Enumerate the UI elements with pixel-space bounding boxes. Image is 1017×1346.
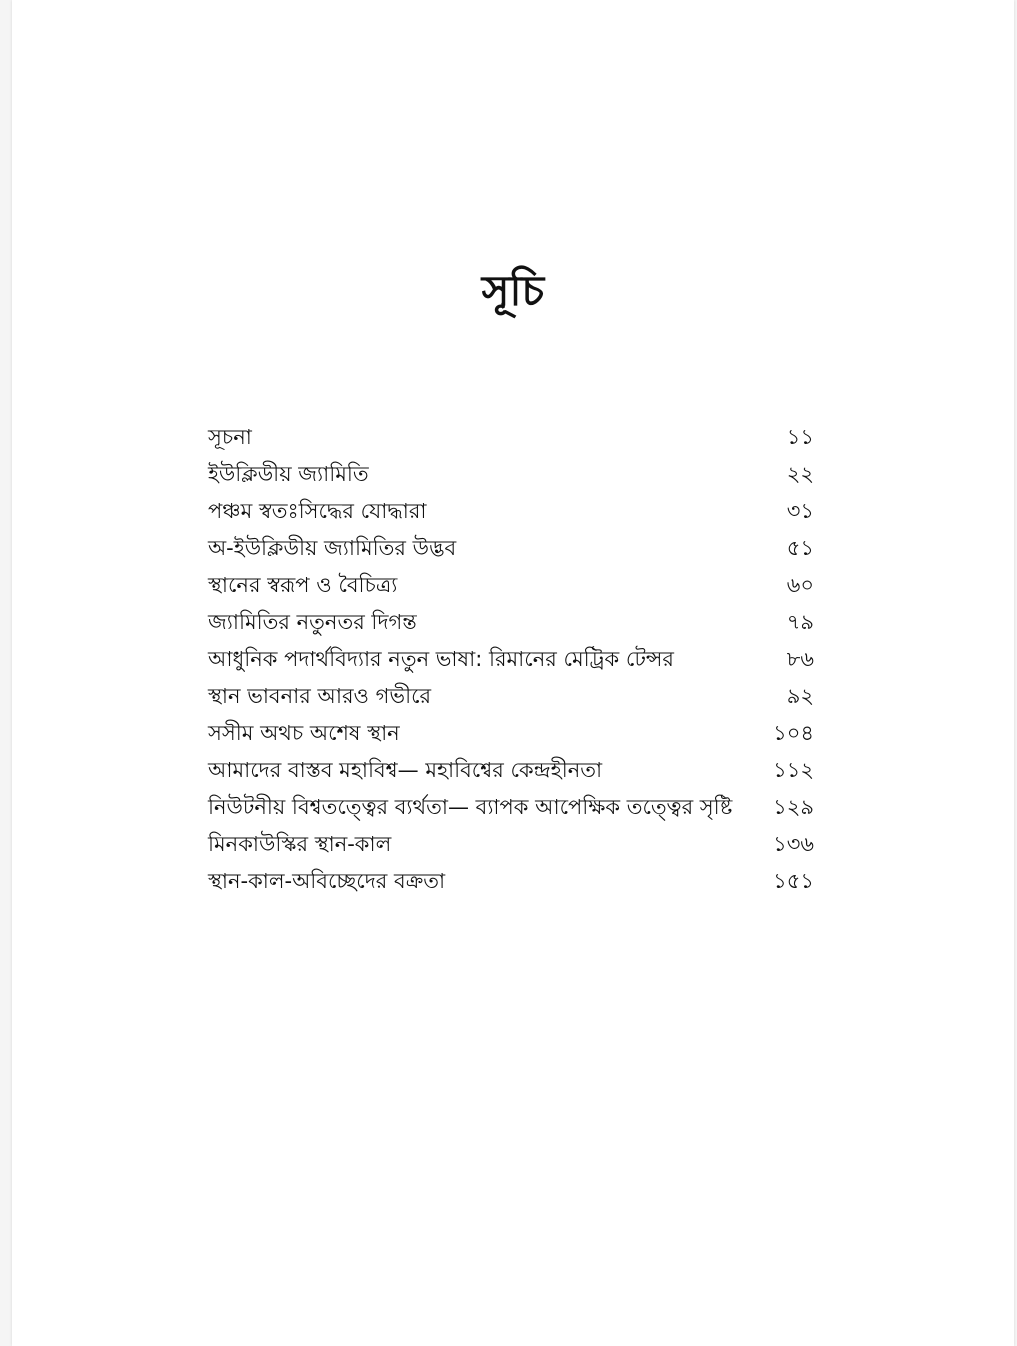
toc-entry [208, 679, 814, 716]
document-page [12, 0, 1014, 1346]
toc-entry-page: ৫১ [786, 536, 814, 560]
toc-entry-title: স্থান-কাল-অবিচ্ছেদের বক্রতা [208, 869, 446, 893]
toc-entry [208, 864, 814, 901]
toc-entry [208, 827, 814, 864]
toc-entry [208, 457, 814, 494]
toc-entry-title: মিনকাউস্কির স্থান-কাল [208, 832, 392, 856]
toc-entry-title: আধুনিক পদার্থবিদ্যার নতুন ভাষা: রিমানের মেট্রিক টেন্সর [208, 647, 674, 671]
toc-entry-page: ১৫১ [773, 869, 814, 893]
toc-entry [208, 753, 814, 790]
toc-entry [208, 716, 814, 753]
toc-entry-page: ৬০ [786, 573, 814, 597]
toc-entry-page: ২২ [786, 462, 814, 486]
toc-entry-title: স্থান ভাবনার আরও গভীরে [208, 684, 432, 708]
toc-entry-title: স্থানের স্বরূপ ও বৈচিত্র্য [208, 573, 398, 597]
toc-entry [208, 420, 814, 457]
toc-entry-page: ৩১ [786, 499, 814, 523]
page-title: সূচি [481, 266, 545, 315]
toc-entry-page: ১০৪ [773, 721, 814, 745]
toc-entry-page: ১২৯ [773, 795, 814, 819]
toc-entry-title: ইউক্লিডীয় জ্যামিতি [208, 462, 369, 486]
toc-entry-page: ১৩৬ [773, 832, 814, 856]
toc-entry-page: ১১ [786, 425, 814, 449]
toc-entry [208, 531, 814, 568]
toc-entry-title: নিউটনীয় বিশ্বতত্ত্বের ব্যর্থতা— ব্যাপক আপেক্ষিক তত্ত্বের সৃষ্টি [208, 795, 733, 819]
toc-entry [208, 790, 814, 827]
toc-entry-page: ৯২ [786, 684, 814, 708]
toc-entry-title: অ-ইউক্লিডীয় জ্যামিতির উদ্ভব [208, 536, 457, 560]
toc-entry [208, 568, 814, 605]
toc-entry [208, 642, 814, 679]
toc-entry-title: আমাদের বাস্তব মহাবিশ্ব— মহাবিশ্বের কেন্দ্রহীনতা [208, 758, 603, 782]
toc-entry-title: সসীম অথচ অশেষ স্থান [208, 721, 400, 745]
toc-entry [208, 605, 814, 642]
toc-entry-title: জ্যামিতির নতুনতর দিগন্ত [208, 610, 417, 634]
table-of-contents [208, 420, 814, 901]
toc-entry-title: পঞ্চম স্বতঃসিদ্ধের যোদ্ধারা [208, 499, 427, 523]
toc-entry-page: ৭৯ [786, 610, 814, 634]
toc-entry-page: ১১২ [773, 758, 814, 782]
toc-entry-page: ৮৬ [786, 647, 814, 671]
toc-entry-title: সূচনা [208, 425, 252, 449]
toc-entry [208, 494, 814, 531]
